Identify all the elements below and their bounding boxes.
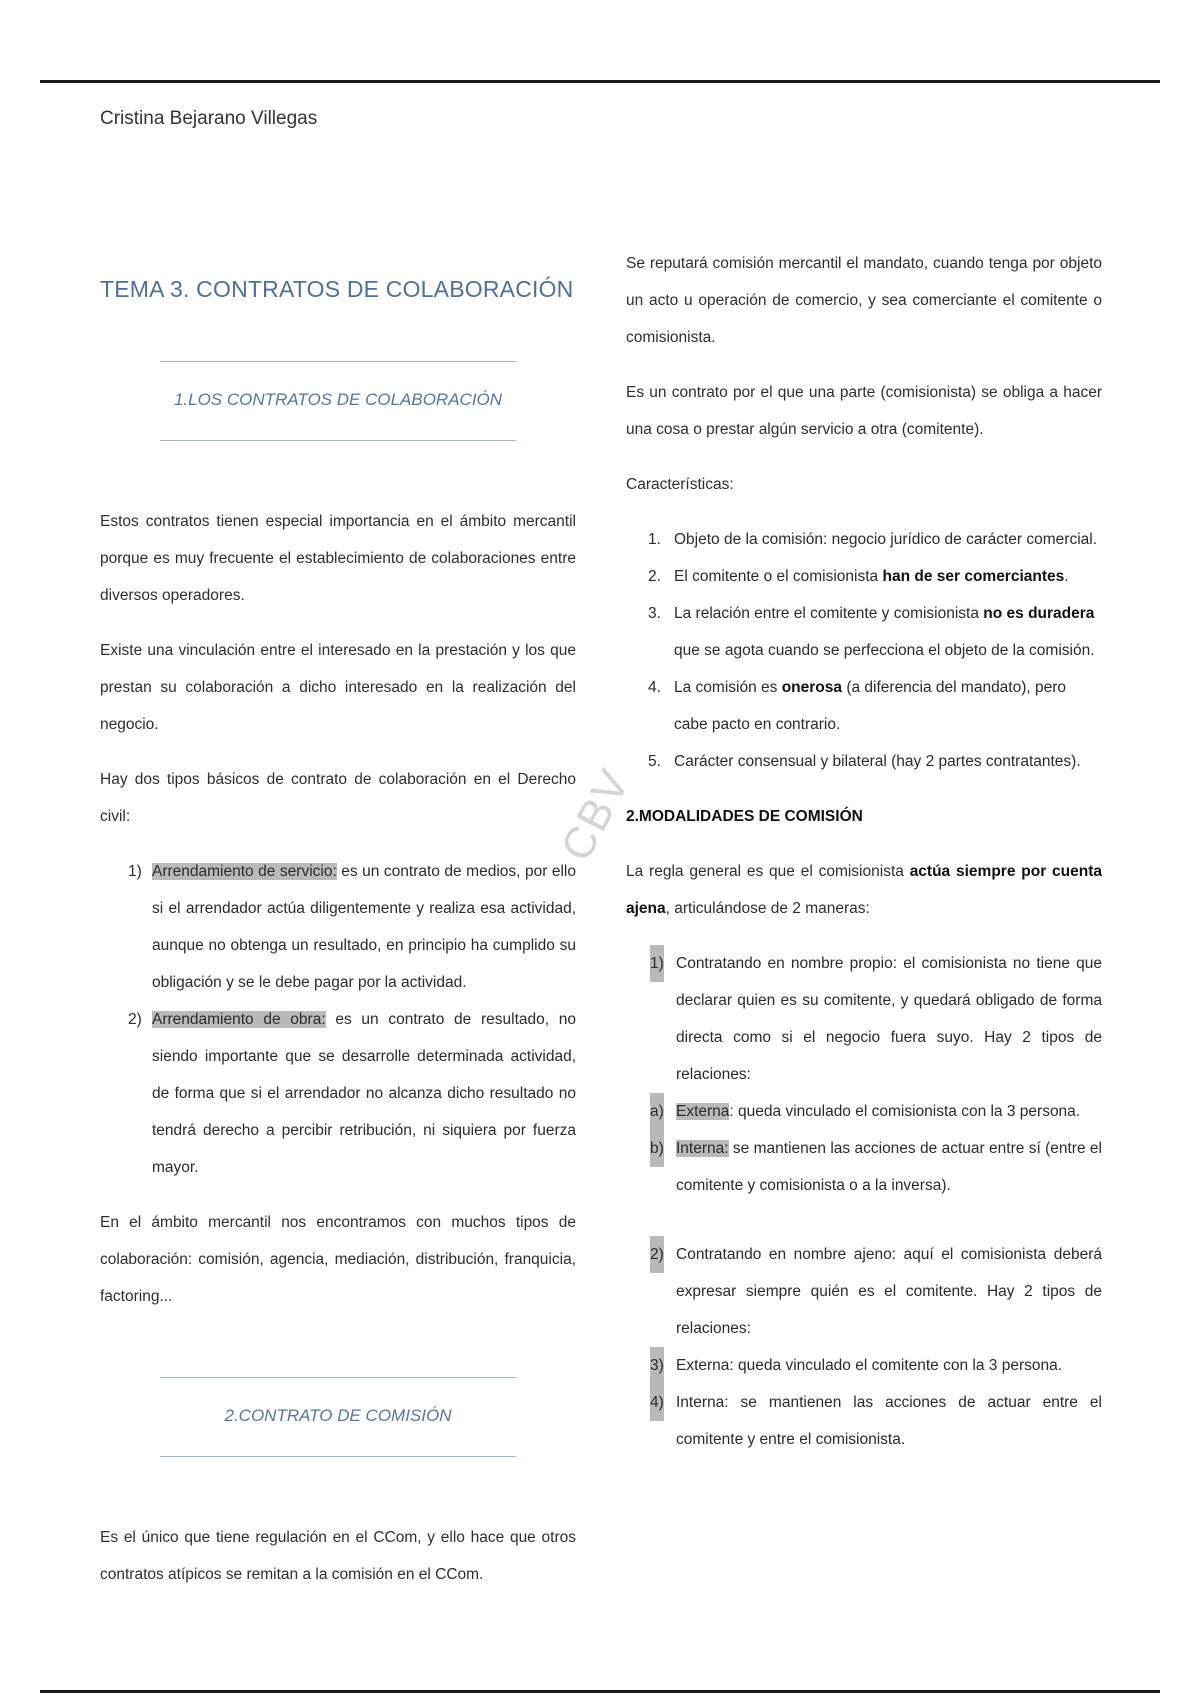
list-bold: han de ser comerciantes [882,568,1065,585]
watermark: CBV [551,760,641,869]
regla-bold: actúa siempre por cuenta ajena [626,863,1102,917]
list-text: es un contrato de resultado, no siendo importante que se desarrolle determinada actividad, de forma que si el arrendador no alcanza dicho resultado no tendrá derecho a percibir retribución, ni siquiera por fuerza mayor. [152,1011,576,1176]
right-column [626,245,1102,1458]
list-letter: b) [650,1130,664,1167]
page-title: TEMA 3. CONTRATOS DE COLABORACIÓN [100,276,574,302]
relaciones-list [650,1093,1102,1204]
list-number: 1. [648,531,661,548]
header-rule [40,80,1160,83]
paragraph: Hay dos tipos básicos de contrato de colaboración en el Derecho civil: [100,771,576,825]
list-item [128,1001,576,1186]
list-text: Contratando en nombre ajeno: aquí el comisionista deberá expresar siempre quién es el comitente. Hay 2 tipos de relaciones: [676,1246,1102,1337]
list-text: . [1064,568,1069,585]
list-item [650,1236,1102,1347]
regla-text: , articulándose de 2 maneras: [665,900,870,917]
footer-rule [40,1690,1160,1693]
list-number: 3. [648,605,661,622]
paragraph: Se reputará comisión mercantil el mandato, cuando tenga por objeto un acto u operación de comercio, y sea comerciante el comitente o comisionista. [626,255,1102,346]
section-heading-comision: 2.CONTRATO DE COMISIÓN [160,1377,516,1457]
list-item [648,558,1102,595]
list-text: se mantienen las acciones de actuar entre sí (entre el comitente y comisionista o a la inversa). [676,1140,1102,1194]
list-term: Interna: [676,1140,729,1157]
list-letter: a) [650,1093,664,1130]
list-number: 5. [648,753,661,770]
list-text: Contratando en nombre propio: el comisionista no tiene que declarar quien es su comitente, y quedará obligado de forma directa como si el negocio fuera suyo. Hay 2 tipos de relaciones: [676,955,1102,1083]
list-item [128,853,576,1001]
list-number: 3) [650,1347,664,1384]
list-text: La relación entre el comitente y comisionista [674,605,984,622]
list-bold: onerosa [781,679,843,696]
left-column [100,276,576,1593]
modalidades-list-2 [650,1236,1102,1458]
caracteristicas-list [648,521,1102,780]
paragraph [626,853,1102,927]
list-item [650,1130,1102,1204]
list-item [648,521,1102,558]
list-text: : queda vinculado el comisionista con la 3 persona. [729,1103,1081,1120]
list-text: El comitente o el comisionista [674,568,883,585]
list-text: que se agota cuando se perfecciona el objeto de la comisión. [674,642,1095,659]
list-item [648,669,1102,743]
list-item [650,1347,1102,1384]
list-text: Externa: queda vinculado el comitente con la 3 persona. [676,1357,1063,1374]
list-text: es un contrato de medios, por ello si el arrendador actúa diligentemente y realiza esa actividad, aunque no obtenga un resultado, en principio ha cumplido su obligación y se le debe pagar por la actividad. [152,863,576,991]
list-item [650,1093,1102,1130]
list-number: 4) [650,1384,664,1421]
regla-text: La regla general es que el comisionista [626,863,910,880]
list-item [648,743,1102,780]
author-name: Cristina Bejarano Villegas [100,108,318,129]
list-item [648,595,1102,669]
list-text: Interna: se mantienen las acciones de actuar entre el comitente y entre el comisionista. [676,1394,1102,1448]
paragraph: Es un contrato por el que una parte (comisionista) se obliga a hacer una cosa o prestar algún servicio a otra (comitente). [626,384,1102,438]
list-term: Arrendamiento de servicio: [152,863,337,880]
list-bold: no es duradera [983,605,1095,622]
list-item [650,1384,1102,1458]
paragraph: Existe una vinculación entre el interesado en la prestación y los que prestan su colaboración a dicho interesado en la realización del negocio. [100,642,576,733]
list-term: Arrendamiento de obra: [152,1011,326,1028]
paragraph: Estos contratos tienen especial importancia en el ámbito mercantil porque es muy frecuente el establecimiento de colaboraciones entre diversos operadores. [100,513,576,604]
list-number: 4. [648,679,661,696]
paragraph: Es el único que tiene regulación en el CCom, y ello hace que otros contratos atípicos se remitan a la comisión en el CCom. [100,1529,576,1583]
list-text: Objeto de la comisión: negocio jurídico de carácter comercial. [674,531,1098,548]
list-number: 1) [128,863,142,880]
list-term: Externa [676,1103,730,1120]
arrendamiento-list [128,853,576,1186]
list-number: 1) [650,945,664,982]
section-heading-colaboracion: 1.LOS CONTRATOS DE COLABORACIÓN [160,361,516,441]
list-text: Carácter consensual y bilateral (hay 2 partes contratantes). [674,753,1081,770]
list-number: 2) [650,1236,664,1273]
list-item [650,945,1102,1093]
list-item [650,1093,1102,1204]
list-text: (a diferencia del mandato), pero cabe pacto en contrario. [674,679,1067,733]
caracteristicas-label: Características: [626,476,734,493]
paragraph: En el ámbito mercantil nos encontramos con muchos tipos de colaboración: comisión, agencia, mediación, distribución, franquicia, factoring... [100,1214,576,1305]
modalidades-heading: 2.MODALIDADES DE COMISIÓN [626,808,863,825]
list-text: La comisión es [674,679,782,696]
modalidades-list-1 [650,945,1102,1204]
list-number: 2) [128,1011,142,1028]
list-number: 2. [648,568,661,585]
